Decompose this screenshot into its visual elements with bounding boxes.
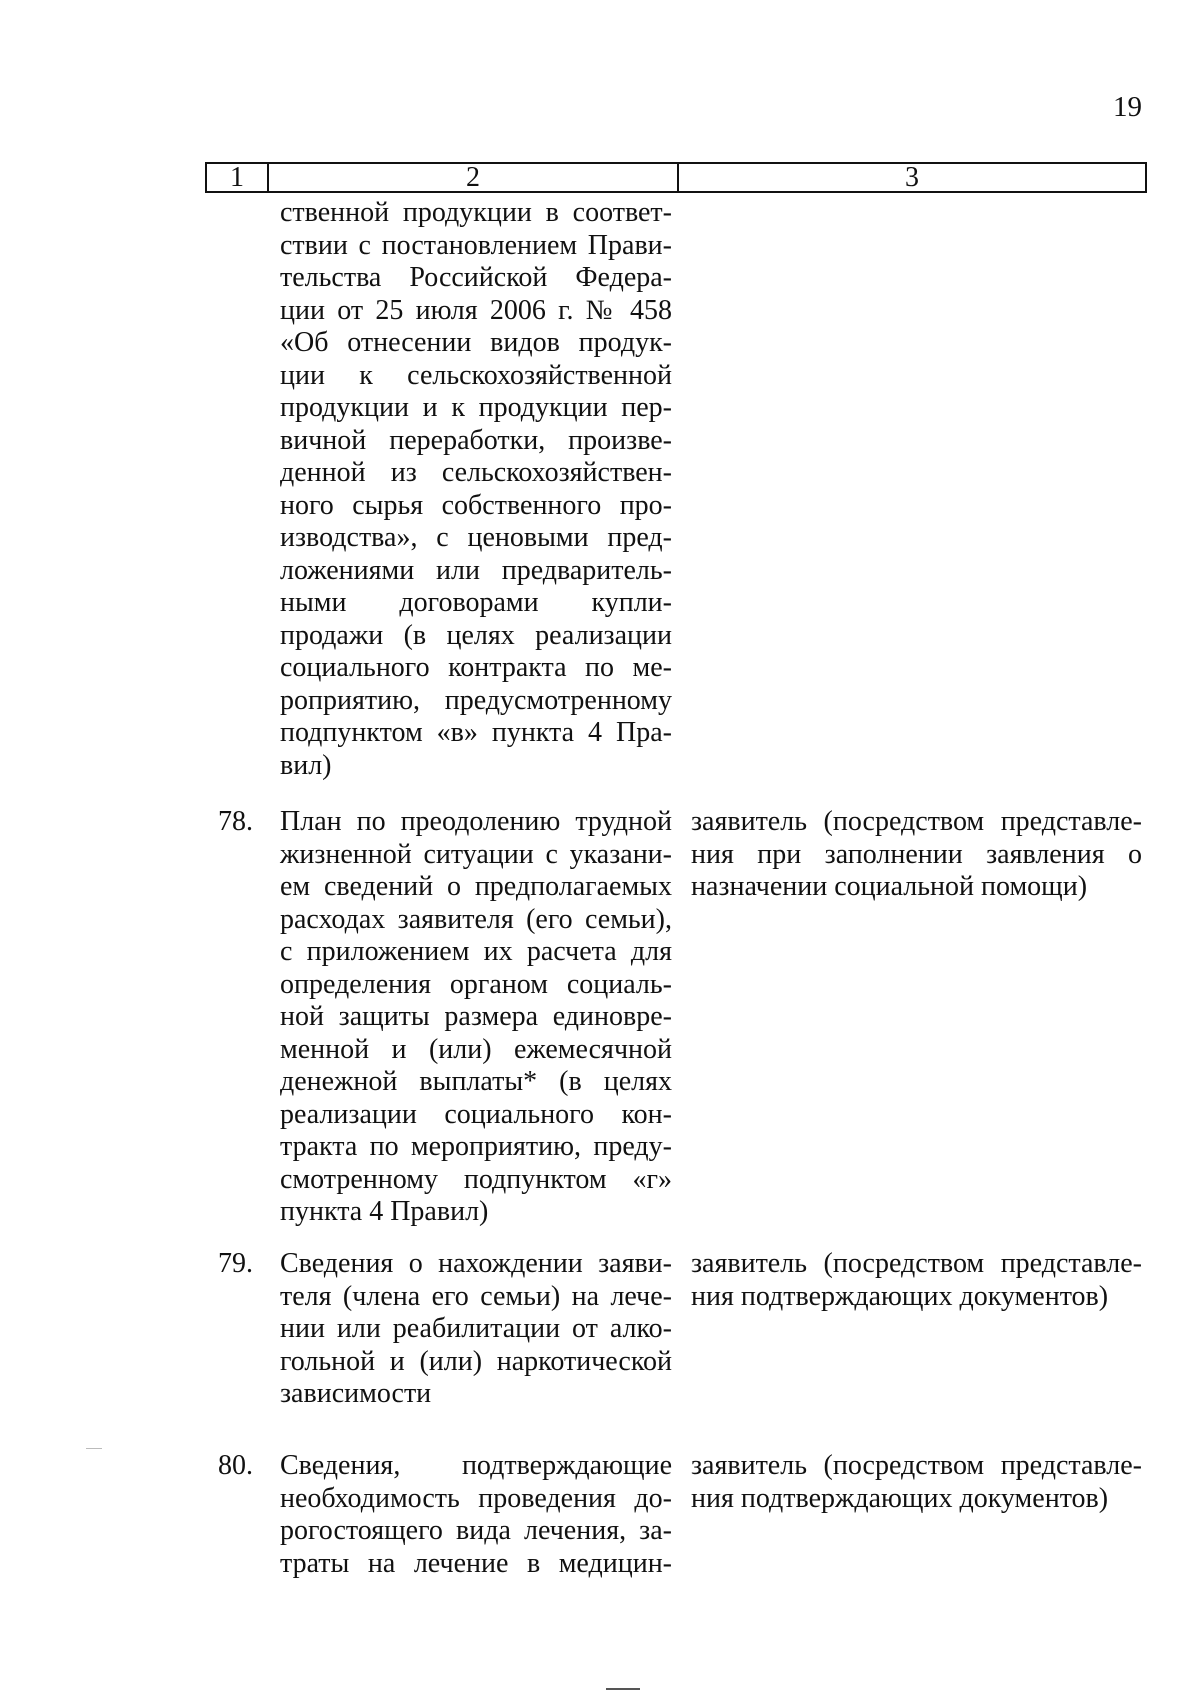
text-line: определения органом социаль- <box>280 968 672 1000</box>
text-line: роприятию, предусмотренному <box>280 684 672 716</box>
row-number-80: 80. <box>218 1450 253 1481</box>
text-line: менной и (или) ежемесячной <box>280 1033 672 1065</box>
text-line: тельства Российской Федера- <box>280 262 672 293</box>
page-number: 19 <box>1113 91 1142 123</box>
text-line: Сведения, подтверждающие <box>280 1450 672 1481</box>
text-line: изводства», с ценовыми пред- <box>280 522 672 553</box>
row-number-78: 78. <box>218 806 253 837</box>
row-79-description <box>280 1248 672 1411</box>
text-line: денежной выплаты* (в целях <box>280 1066 672 1097</box>
text-line: Сведения о нахождении заяви- <box>280 1248 672 1279</box>
text-line: ния подтверждающих документов) <box>691 1482 1109 1514</box>
text-line: расходах заявителя (его семьи), <box>280 903 672 935</box>
header-col-1: 1 <box>207 164 269 191</box>
text-line: ного сырья собственного про- <box>280 489 672 521</box>
text-line: с приложением их расчета для <box>280 936 672 967</box>
text-line: ции к сельскохозяйственной <box>280 359 672 391</box>
text-line: ния подтверждающих документов) <box>691 1280 1109 1312</box>
text-line: тракта по мероприятию, преду- <box>280 1131 672 1162</box>
text-line: гольной и (или) наркотической <box>280 1345 672 1377</box>
text-line: траты на лечение в медицин- <box>280 1547 672 1579</box>
text-line: теля (члена его семьи) на лече- <box>280 1280 672 1312</box>
continuation-col2 <box>280 197 672 782</box>
text-line: ствии с постановлением Прави- <box>280 229 672 261</box>
header-col-2: 2 <box>269 164 679 191</box>
text-line: ем сведений о предполагаемых <box>280 871 672 902</box>
text-line: социального контракта по ме- <box>280 652 672 683</box>
text-line: ственной продукции в соответ- <box>280 197 672 228</box>
text-line: «Об отнесении видов продук- <box>280 327 672 358</box>
text-line: необходимость проведения до- <box>280 1482 672 1514</box>
text-line: денной из сельскохозяйствен- <box>280 457 672 488</box>
row-80-source <box>691 1450 1142 1515</box>
row-78-source <box>691 806 1142 904</box>
text-line: зависимости <box>280 1378 432 1409</box>
text-line: вил) <box>280 749 332 781</box>
row-79-source <box>691 1248 1142 1313</box>
text-line: пункта 4 Правил) <box>280 1196 489 1227</box>
footer-divider <box>606 1688 640 1690</box>
text-line: заявитель (посредством представле- <box>691 1450 1142 1481</box>
text-line: заявитель (посредством представле- <box>691 1248 1142 1279</box>
text-line: заявитель (посредством представле- <box>691 806 1142 837</box>
text-line: продукции и к продукции пер- <box>280 392 672 423</box>
text-line: ния при заполнении заявления о <box>691 838 1142 870</box>
text-line: продажи (в целях реализации <box>280 619 672 651</box>
header-col-3: 3 <box>905 162 919 193</box>
text-line: рогостоящего вида лечения, за- <box>280 1515 672 1546</box>
text-line: нии или реабилитации от алко- <box>280 1313 672 1344</box>
text-line: вичной переработки, произве- <box>280 424 672 456</box>
text-line: жизненной ситуации с указани- <box>280 838 672 870</box>
scan-artifact <box>86 1448 102 1449</box>
text-line: ной защиты размера единовре- <box>280 1001 672 1032</box>
text-line: План по преодолению трудной <box>280 806 672 837</box>
text-line: реализации социального кон- <box>280 1098 672 1130</box>
text-line: ложениями или предваритель- <box>280 554 672 586</box>
text-line: ции от 25 июля 2006 г. № 458 <box>280 294 672 326</box>
text-line: смотренному подпунктом «г» <box>280 1163 672 1195</box>
row-number-79: 79. <box>218 1248 253 1279</box>
text-line: назначении социальной помощи) <box>691 871 1088 902</box>
row-80-description <box>280 1450 672 1580</box>
row-78-description <box>280 806 672 1229</box>
text-line: подпунктом «в» пункта 4 Пра- <box>280 717 672 748</box>
table-header <box>205 162 1147 193</box>
text-line: ными договорами купли- <box>280 587 672 618</box>
